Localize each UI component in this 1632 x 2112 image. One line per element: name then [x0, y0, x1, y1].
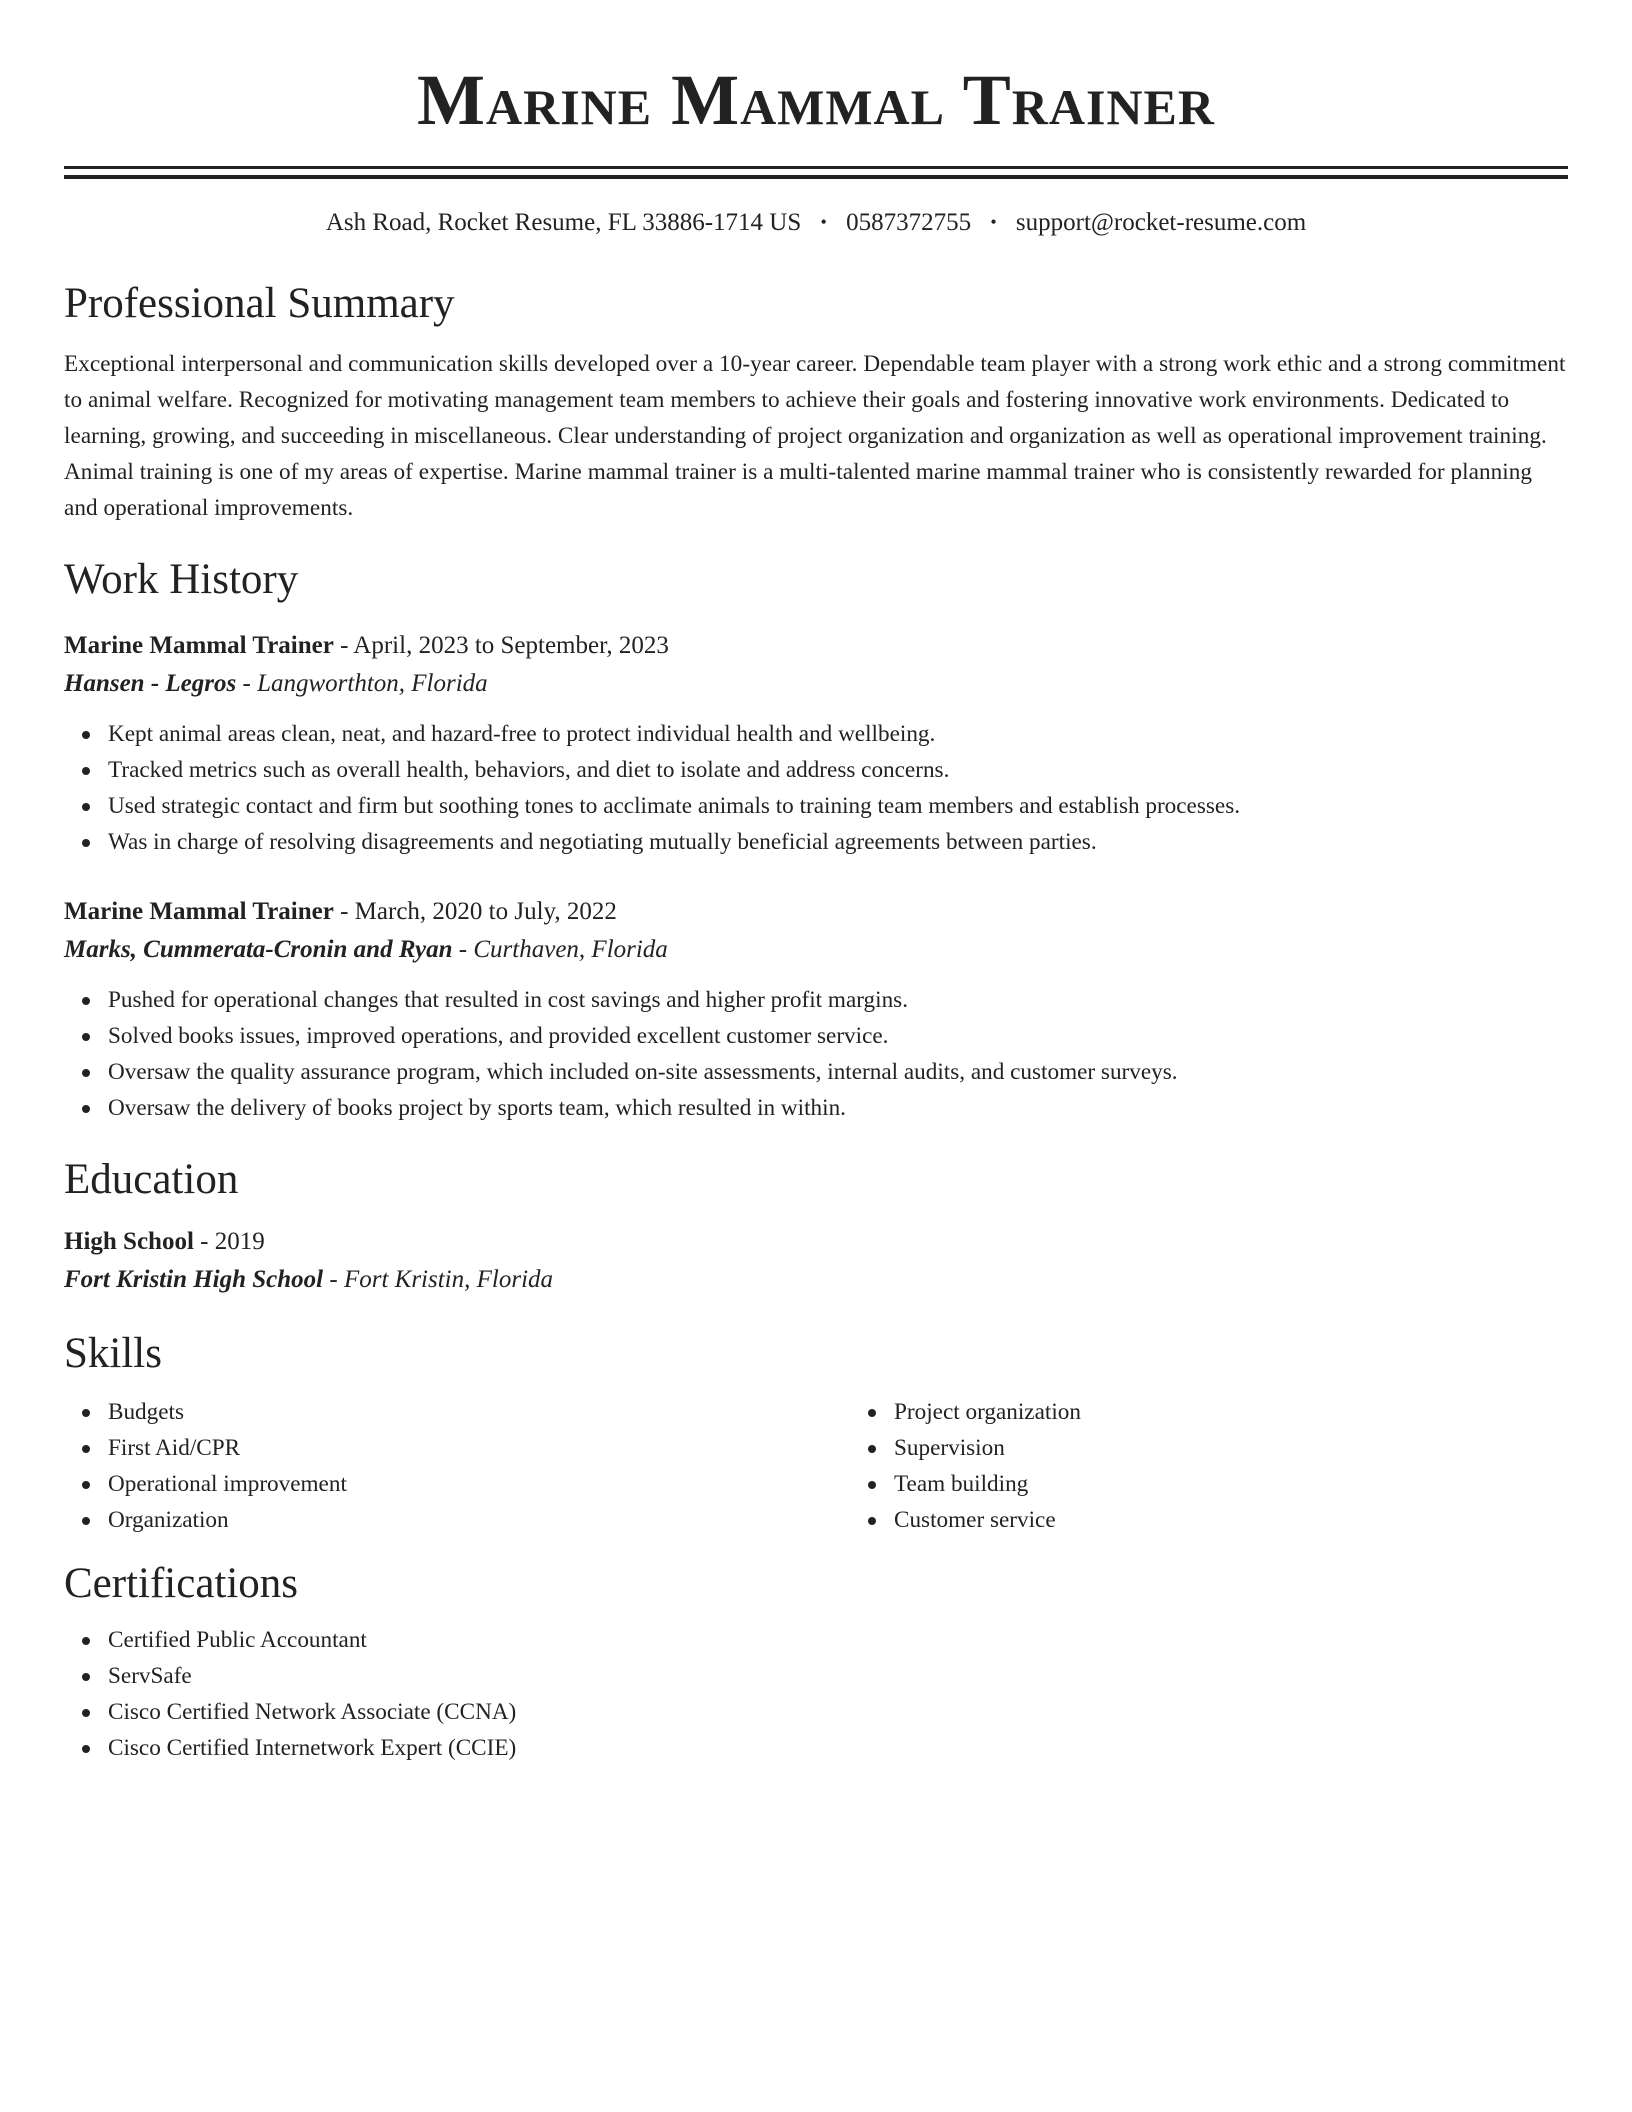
contact-phone: 0587372755 [846, 209, 972, 236]
job-bullets [64, 716, 1568, 860]
skills-list-right [850, 1394, 1568, 1538]
job-bullets [64, 982, 1568, 1126]
education-dash: - [323, 1266, 344, 1293]
list-item: Used strategic contact and firm but soothing tones to acclimate animals to training team members and establish processes. [108, 788, 1568, 824]
job-dates: April, 2023 to September, 2023 [353, 632, 669, 659]
contact-address: Ash Road, Rocket Resume, FL 33886-1714 US [325, 209, 802, 236]
summary-heading: Professional Summary [64, 280, 455, 327]
job-title: Marine Mammal Trainer [64, 632, 334, 659]
skills-grid [64, 1394, 1568, 1538]
education-year: 2019 [214, 1228, 265, 1255]
education-entry [64, 1224, 1568, 1300]
list-item: Pushed for operational changes that resulted in cost savings and higher profit margins. [108, 982, 1568, 1018]
list-item: Oversaw the quality assurance program, which included on-site assessments, internal audits, and customer surveys. [108, 1054, 1568, 1090]
work-history-heading: Work History [64, 556, 299, 603]
job-employer: Marks, Cummerata-Cronin and Ryan [64, 936, 453, 963]
skill-item: Budgets [108, 1394, 850, 1430]
education-school-line [64, 1260, 1568, 1300]
job-employer-line [64, 664, 1568, 704]
list-item: Tracked metrics such as overall health, behaviors, and diet to isolate and address concerns. [108, 752, 1568, 788]
education-dash: - [193, 1228, 215, 1255]
contact-separator: • [990, 212, 997, 232]
certification-item: ServSafe [108, 1658, 1568, 1694]
job-dates: March, 2020 to July, 2022 [354, 898, 617, 925]
list-item: Kept animal areas clean, neat, and hazard-free to protect individual health and wellbeing. [108, 716, 1568, 752]
contact-separator: • [820, 212, 827, 232]
list-item: Solved books issues, improved operations, and provided excellent customer service. [108, 1018, 1568, 1054]
skill-item: Project organization [894, 1394, 1568, 1430]
education-location: Fort Kristin, Florida [343, 1266, 554, 1293]
skill-item: Supervision [894, 1430, 1568, 1466]
title-divider-bottom [64, 175, 1568, 179]
summary-text: Exceptional interpersonal and communication skills developed over a 10-year career. Dependable team player with a strong work ethic and a strong commitment to animal welfare. Recognized for motivating management team members to achieve their goals and fostering innovative work environments. Dedicated to learning, growing, and succeeding in miscellaneous. Clear understanding of project organization and organization as well as operational improvement training. Animal training is one of my areas of expertise. Marine mammal trainer is a multi-talented marine mammal trainer who is consistently rewarded for planning and operational improvements. [64, 351, 1566, 521]
job-location: Langworthton, Florida [257, 670, 488, 697]
job-entry [64, 628, 1568, 860]
job-dash: - [236, 670, 258, 697]
job-dash: - [333, 632, 354, 659]
list-item: Was in charge of resolving disagreements and negotiating mutually beneficial agreements between parties. [108, 824, 1568, 860]
education-school: Fort Kristin High School [64, 1266, 324, 1293]
contact-email: support@rocket-resume.com [1015, 209, 1307, 236]
certifications-heading: Certifications [64, 1560, 299, 1607]
skills-heading: Skills [64, 1330, 162, 1377]
certifications-list [64, 1622, 1568, 1766]
job-entry [64, 894, 1568, 1126]
resume-title: Marine Mammal Trainer [417, 60, 1215, 140]
job-title-line [64, 628, 1568, 664]
education-heading: Education [64, 1156, 239, 1203]
certification-item: Cisco Certified Internetwork Expert (CCIE) [108, 1730, 1568, 1766]
job-dash: - [452, 936, 474, 963]
title-divider-top [64, 166, 1568, 169]
certification-item: Cisco Certified Network Associate (CCNA) [108, 1694, 1568, 1730]
job-location: Curthaven, Florida [473, 936, 668, 963]
skills-list-left [64, 1394, 850, 1538]
contact-line [64, 207, 1568, 238]
skill-item: Operational improvement [108, 1466, 850, 1502]
skill-item: Customer service [894, 1502, 1568, 1538]
job-employer-line [64, 930, 1568, 970]
education-degree-line [64, 1224, 1568, 1260]
job-title: Marine Mammal Trainer [64, 898, 334, 925]
skill-item: Team building [894, 1466, 1568, 1502]
skill-item: First Aid/CPR [108, 1430, 850, 1466]
education-degree: High School [64, 1228, 194, 1255]
skill-item: Organization [108, 1502, 850, 1538]
list-item: Oversaw the delivery of books project by sports team, which resulted in within. [108, 1090, 1568, 1126]
job-dash: - [333, 898, 355, 925]
job-title-line [64, 894, 1568, 930]
certification-item: Certified Public Accountant [108, 1622, 1568, 1658]
job-employer: Hansen - Legros [64, 670, 237, 697]
